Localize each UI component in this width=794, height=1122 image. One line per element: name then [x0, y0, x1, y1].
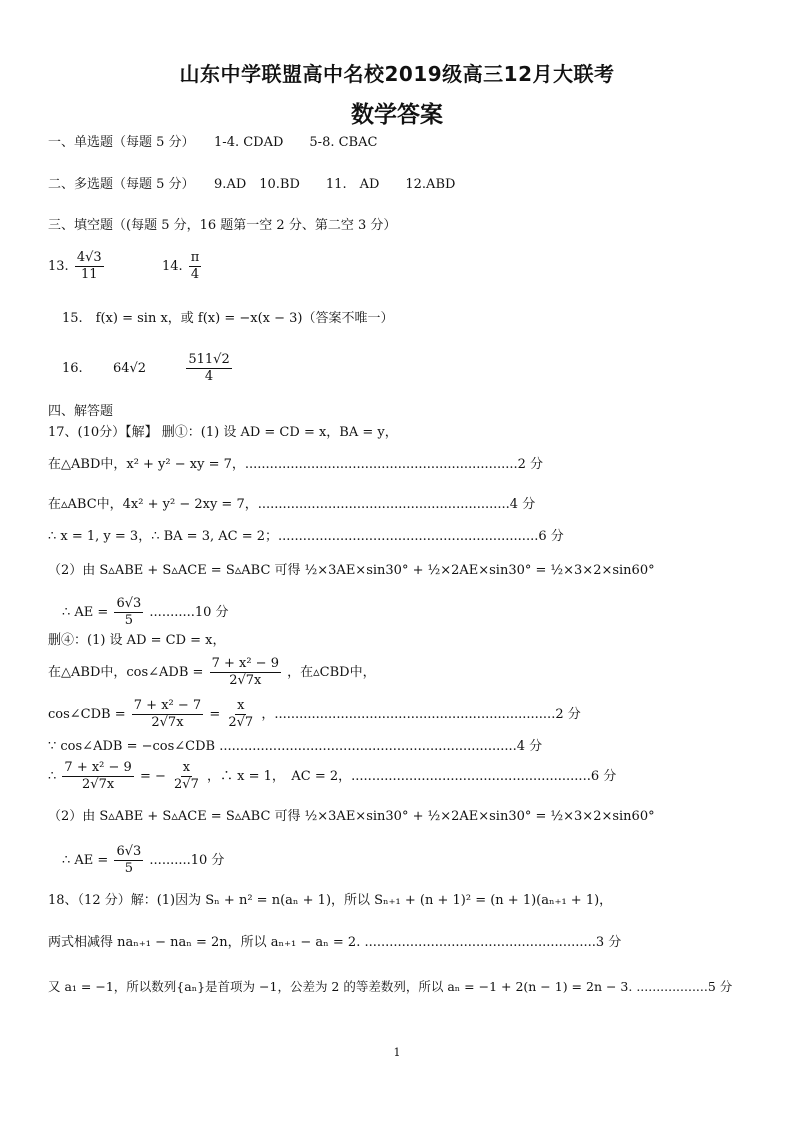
q16-numerator: 511√2: [188, 352, 230, 367]
q14-numerator: π: [190, 250, 200, 265]
p18-line-1: 18、（12 分）解：(1)因为 Sₙ + n² = n(aₙ + 1)，所以 Sₙ₊₁ + (n + 1)² = (n + 1)(aₙ₊₁ + 1)，: [48, 893, 613, 908]
p17-alt-cos-adb-numerator: 7 + x² − 9: [211, 656, 279, 671]
p17-ae-label: ∴ AE =: [62, 605, 109, 620]
q13-label: 13.: [48, 259, 69, 274]
p17-alt-cos-adb-denominator: 2√7x: [229, 673, 262, 688]
p17-alt-cos-cdb-denominator: 2√7x: [151, 715, 184, 730]
p17-alt-heading: 删④：(1) 设 AD = CD = x，: [48, 633, 226, 648]
p17-alt-cos-adb-label: 在△ABD中，cos∠ADB =: [48, 665, 204, 680]
p17-alt-line-1: [48, 656, 376, 689]
p17-heading: 17、(10分）【解】 删①：(1) 设 AD = CD = x，BA = y，: [48, 425, 398, 440]
p17-alt-ae-fraction: [114, 844, 143, 877]
p17-ae-fraction: [114, 596, 143, 629]
p17-line-5: [62, 596, 229, 629]
p18-line-2: 两式相减得 naₙ₊₁ − naₙ = 2n，所以 aₙ₊₁ − aₙ = 2. ........................................................3 分: [48, 935, 622, 950]
p17-alt-cos-adb-fraction: [210, 656, 281, 689]
q14-fraction: [189, 250, 202, 283]
p17-alt-ae-denominator: 5: [124, 861, 133, 876]
p17-alt-line-2: [48, 698, 581, 731]
p18-line-3: 又 a₁ = −1，所以数列{aₙ}是首项为 −1，公差为 2 的等差数列，所以 aₙ = −1 + 2(n − 1) = 2n − 3. ..................5 分: [48, 979, 733, 994]
q16-label: 16.: [62, 361, 83, 376]
q16-denominator: 4: [204, 369, 214, 384]
q14-denominator: 4: [190, 267, 200, 282]
p17-alt-line-3: ∵ cos∠ADB = −cos∠CDB ........................................................................4 分: [48, 739, 543, 754]
q13-fraction: [75, 250, 104, 283]
single-choice-answers: 一、单选题（每题 5 分） 1-4. CDAD 5-8. CBAC: [48, 135, 378, 150]
p17-alt-cos-cdb-numerator-2: x: [237, 698, 245, 713]
solutions-heading: 四、解答题: [48, 404, 114, 419]
p17-line-4: （2）由 S▵ABE + S▵ACE = S▵ABC 可得 ½×3AE×sin30° + ½×2AE×sin30° = ½×3×2×sin60°: [48, 563, 655, 578]
p17-alt-equals: =: [209, 707, 221, 722]
p17-line-3: ∴ x = 1, y = 3，∴ BA = 3, AC = 2；...............................................................6 分: [48, 529, 564, 544]
q13-q14-answers: [48, 250, 203, 283]
p17-ae-score: ...........10 分: [149, 605, 229, 620]
q14-label: 14.: [161, 259, 183, 274]
p17-alt-score-2: ，....................................................................2 分: [261, 707, 581, 722]
p17-alt-therefore: ∴: [48, 769, 57, 784]
p17-line-2: 在▵ABC中，4x² + y² − 2xy = 7，.............................................................4 分: [48, 497, 536, 512]
q15-answer: 15. f(x) = sin x，或 f(x) = −x(x − 3)（答案不唯一）: [62, 311, 394, 326]
p17-alt-ae-score: ..........10 分: [149, 853, 225, 868]
q13-denominator: 11: [80, 267, 98, 282]
p17-alt-cos-cdb-denominator-2: 2√7: [228, 715, 254, 730]
p17-line-1: 在△ABD中，x² + y² − xy = 7，..................................................................2 分: [48, 457, 544, 472]
p17-alt-ae-label: ∴ AE =: [62, 853, 109, 868]
answer-subtitle: 数学答案: [351, 102, 443, 128]
q16-second-blank: [186, 352, 231, 385]
p17-alt-cbd-text: ，在▵CBD中，: [287, 665, 376, 680]
p17-alt-line-6: [62, 844, 224, 877]
p17-alt-eq-fraction-2: [172, 760, 201, 793]
p17-ae-denominator: 5: [124, 613, 133, 628]
p17-alt-cos-cdb-numerator: 7 + x² − 7: [133, 698, 202, 713]
exam-title: 山东中学联盟高中名校2019级高三12月大联考: [179, 62, 615, 86]
p17-ae-numerator: 6√3: [116, 596, 142, 611]
q13-numerator: 4√3: [76, 250, 102, 265]
p17-alt-score-6: ，∴ x = 1， AC = 2，..........................................................6 分: [207, 769, 617, 784]
p17-alt-eq-fraction: [62, 760, 133, 793]
p17-alt-cos-cdb-label: cos∠CDB =: [48, 707, 126, 722]
p17-alt-line-4: [48, 760, 616, 793]
p17-alt-ae-numerator: 6√3: [116, 844, 142, 859]
p17-alt-eq-numerator-2: x: [182, 760, 191, 775]
q16-first-blank: 64√2: [112, 361, 147, 376]
p17-alt-eq-numerator: 7 + x² − 9: [64, 760, 132, 775]
page-number: 1: [393, 1046, 401, 1059]
p17-alt-line-5: （2）由 S▵ABE + S▵ACE = S▵ABC 可得 ½×3AE×sin30° + ½×2AE×sin30° = ½×3×2×sin60°: [48, 809, 655, 824]
fill-blank-heading: 三、填空题（(每题 5 分，16 题第一空 2 分、第二空 3 分）: [48, 218, 397, 233]
p17-alt-cos-cdb-fraction-2: [226, 698, 255, 731]
multi-choice-answers: 二、多选题（每题 5 分） 9.AD 10.BD 11. AD 12.ABD: [48, 177, 456, 192]
q16-answer: [62, 352, 234, 385]
p17-alt-cos-cdb-fraction: [132, 698, 203, 731]
p17-alt-eq-minus: = −: [139, 769, 166, 784]
p17-alt-eq-denominator-2: 2√7: [174, 777, 199, 792]
p17-alt-eq-denominator: 2√7x: [82, 777, 115, 792]
